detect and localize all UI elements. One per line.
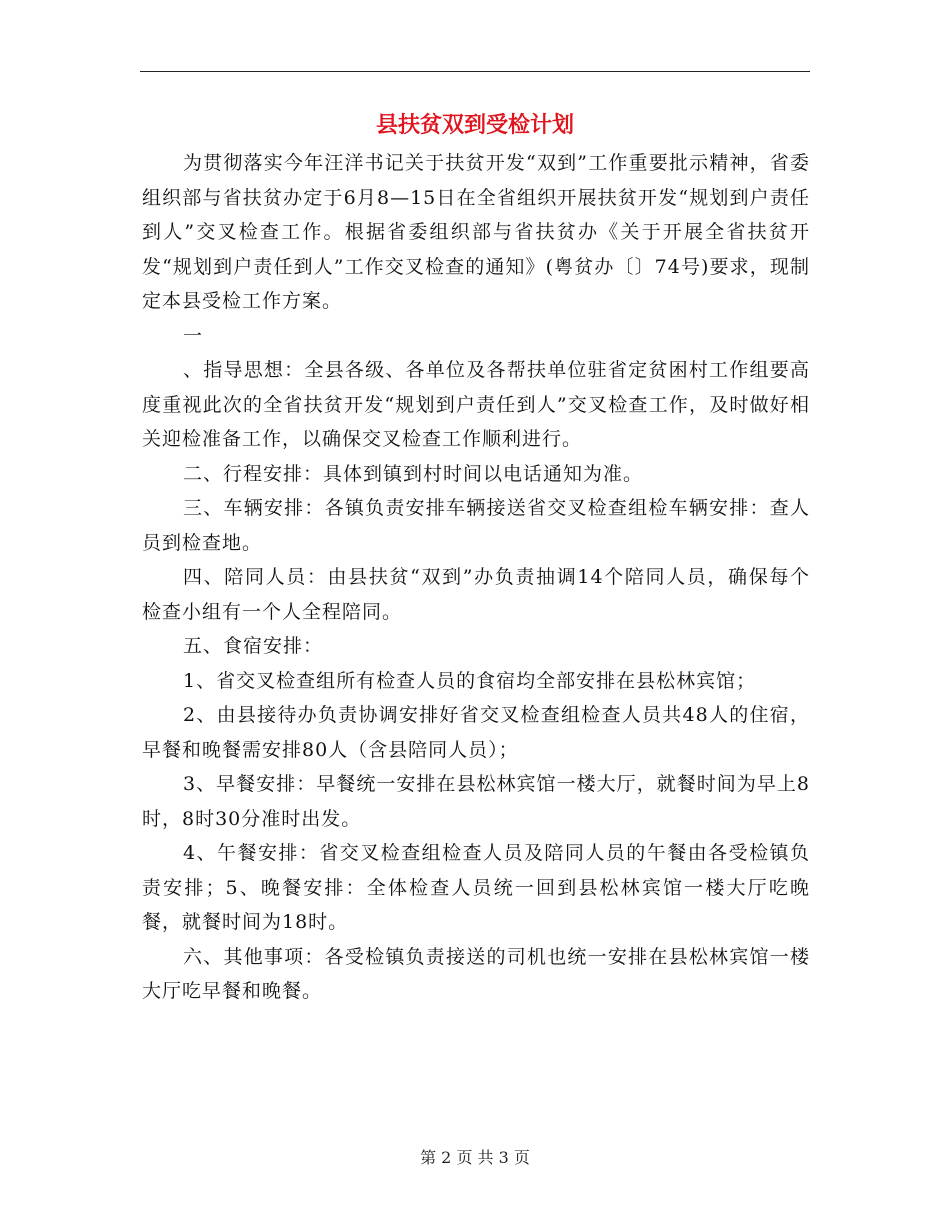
paragraph-section-number: 一: [183, 324, 204, 347]
paragraph-vehicles: 三、车辆安排：各镇负责安排车辆接送省交叉检查组检车辆安排：查人员到检查地。: [142, 497, 810, 554]
document-body: [142, 146, 810, 1009]
paragraph-escorts: 四、陪同人员：由县扶贫“双到”办负责抽调14个陪同人员，确保每个检查小组有一个人全程陪同。: [142, 566, 810, 623]
document-title: 县扶贫双到受检计划: [375, 113, 574, 138]
paragraph-breakfast: 3、早餐安排：早餐统一安排在县松林宾馆一楼大厅，就餐时间为早上8时，8时30分准时出发。: [142, 773, 810, 830]
paragraph-lunch-dinner: 4、午餐安排：省交叉检查组检查人员及陪同人员的午餐由各受检镇负责安排；5、晚餐安排：全体检查人员统一回到县松林宾馆一楼大厅吃晚餐，就餐时间为18时。: [142, 842, 810, 933]
paragraph-guiding-thought: 、指导思想：全县各级、各单位及各帮扶单位驻省定贫困村工作组要高度重视此次的全省扶贫开发“规划到户责任到人”交叉检查工作，及时做好相关迎检准备工作，以确保交叉检查工作顺利进行。: [142, 359, 810, 450]
paragraph-lodging-item-1: 1、省交叉检查组所有检查人员的食宿均全部安排在县松林宾馆；: [183, 669, 757, 692]
paragraph-other-matters: 六、其他事项：各受检镇负责接送的司机也统一安排在县松林宾馆一楼大厅吃早餐和晚餐。: [142, 945, 810, 1002]
paragraph-intro: 为贯彻落实今年汪洋书记关于扶贫开发“双到”工作重要批示精神，省委组织部与省扶贫办定于6月8—15日在全省组织开展扶贫开发“规划到户责任到人”交叉检查工作。根据省委组织部与省扶贫办《关于开展全省扶贫开发“规划到户责任到人”工作交叉检查的通知》(粤贫办〔〕74号)要求，现制定本县受检工作方案。: [142, 152, 810, 312]
paragraph-board-lodging: 五、食宿安排：: [183, 635, 324, 657]
paragraph-lodging-item-2: 2、由县接待办负责协调安排好省交叉检查组检查人员共48人的住宿，早餐和晚餐需安排80人（含县陪同人员）；: [142, 704, 810, 761]
header-rule: [140, 71, 810, 72]
page-number-footer: 第 2 页 共 3 页: [420, 1148, 530, 1167]
paragraph-itinerary: 二、行程安排：具体到镇到村时间以电话通知为准。: [183, 462, 644, 485]
